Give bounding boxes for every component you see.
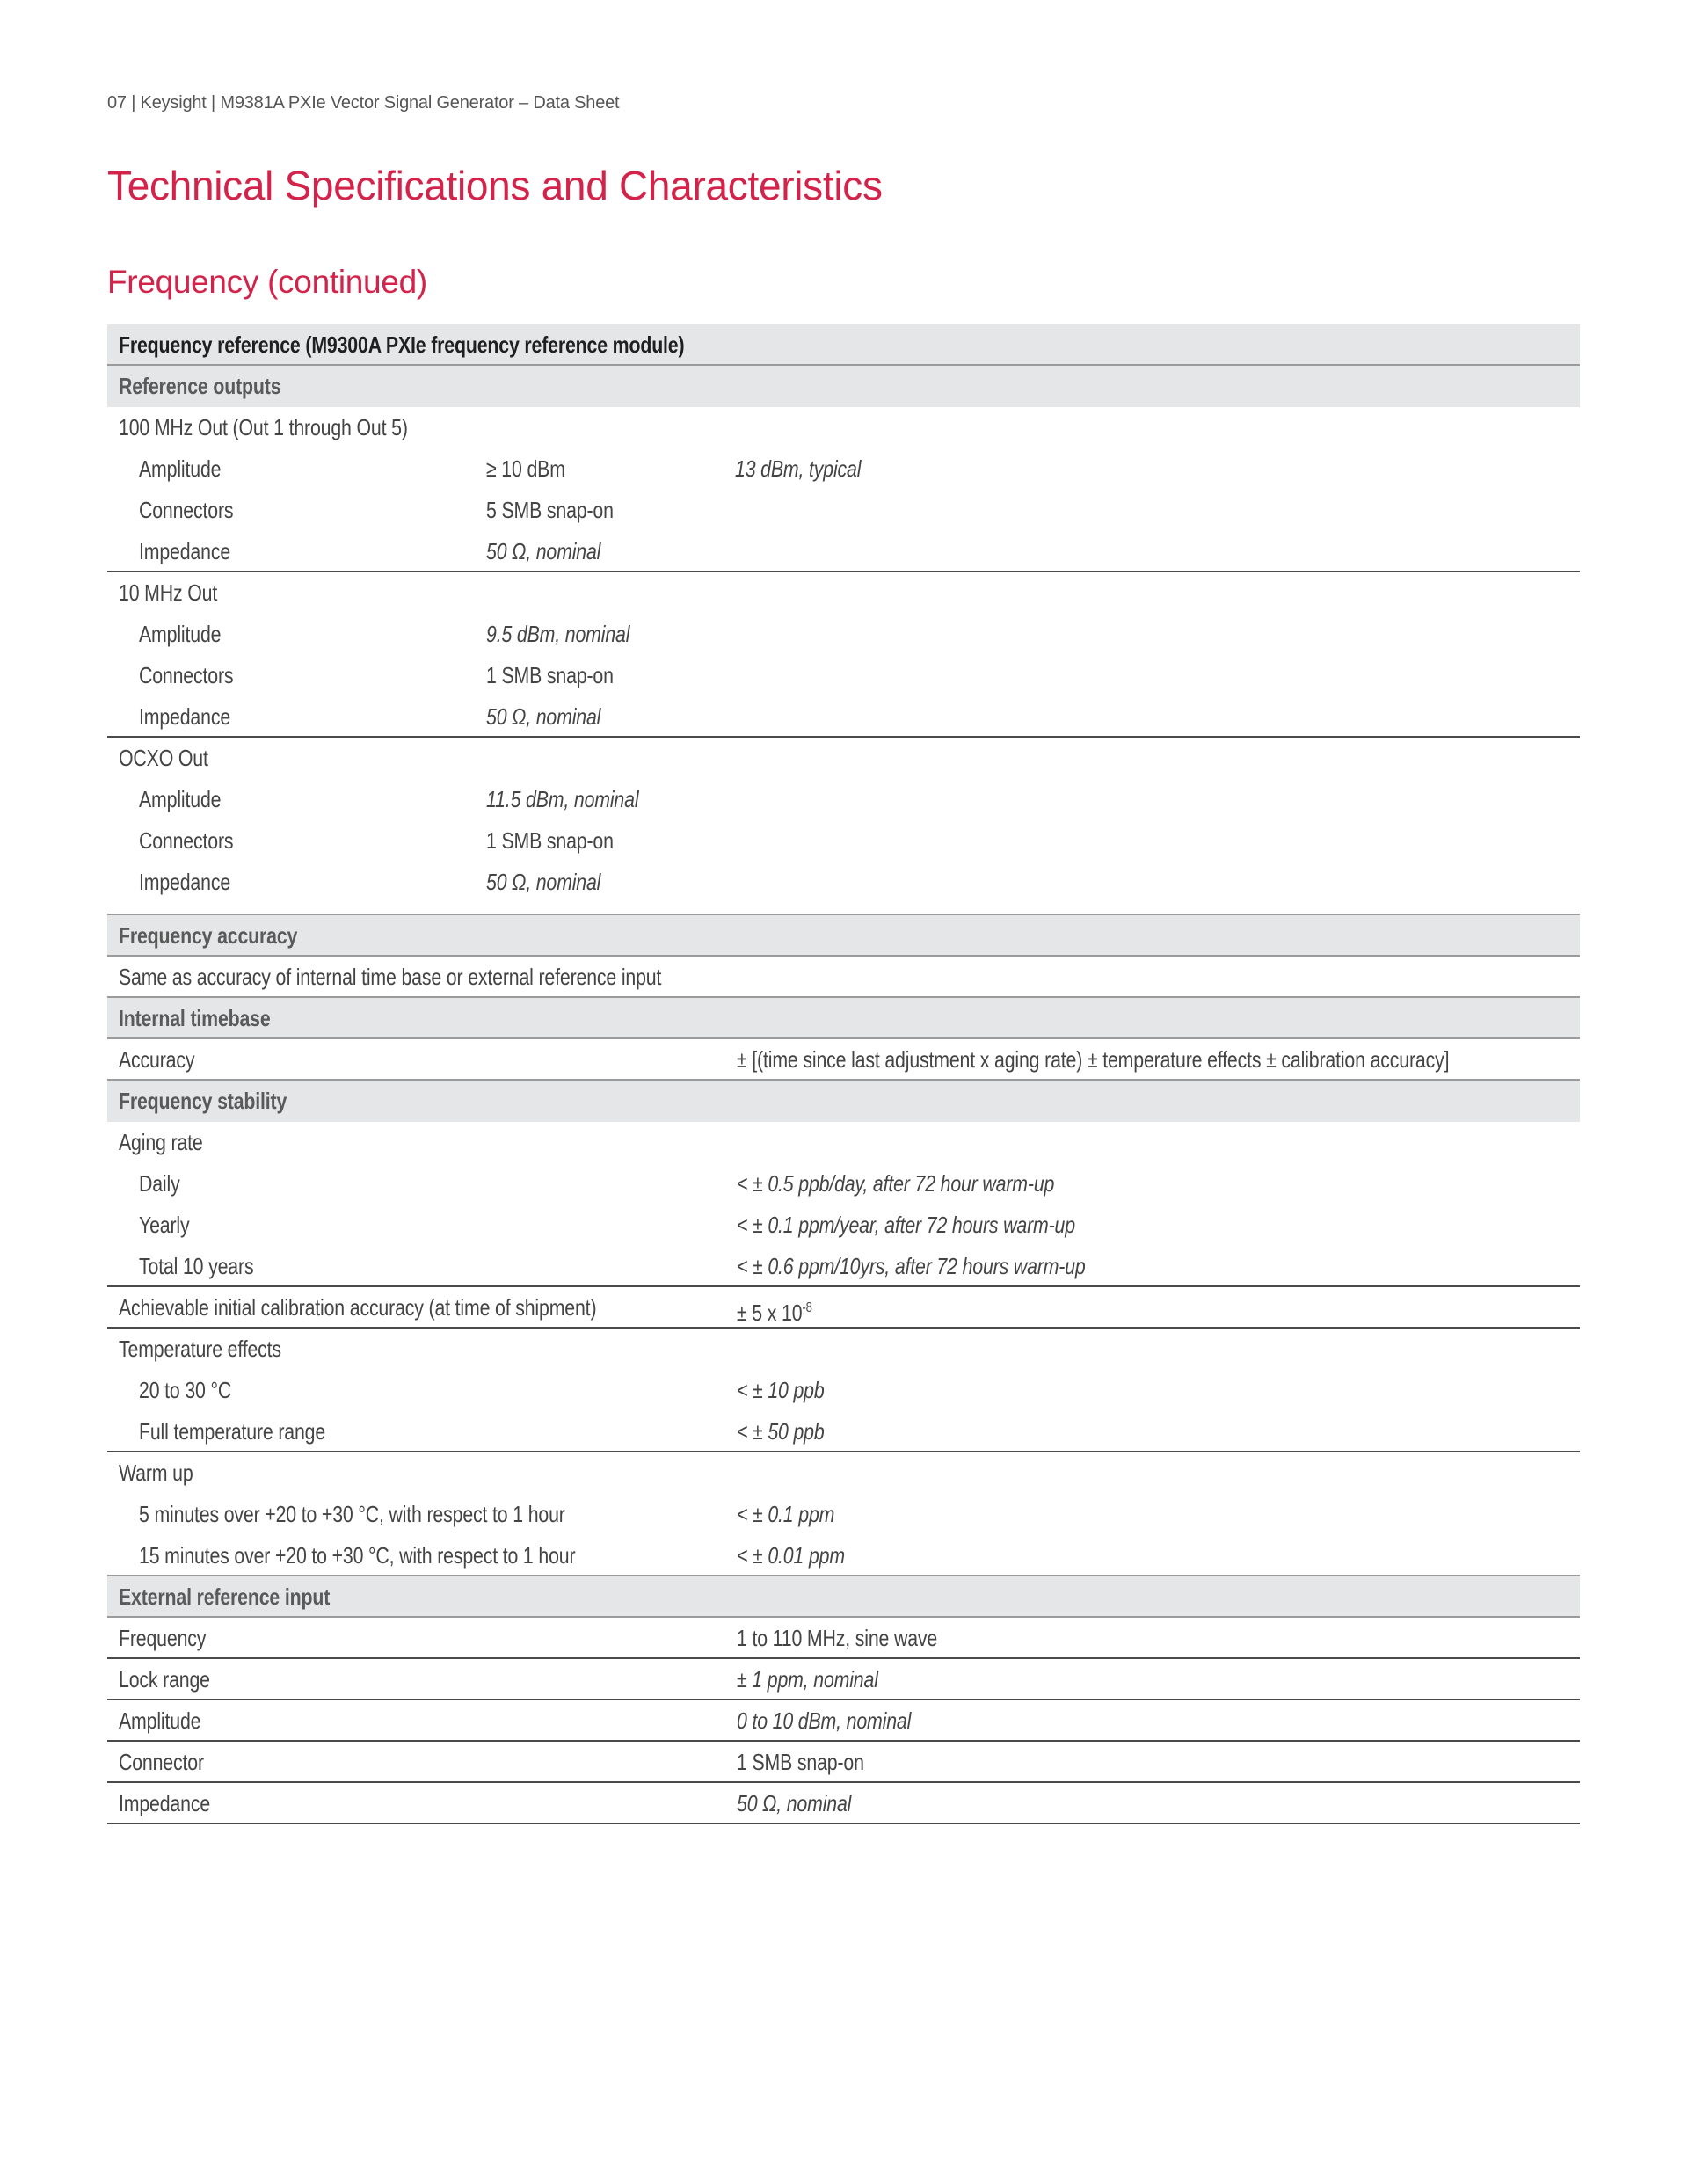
spec-value: 5 SMB snap-on (486, 497, 614, 523)
table-row (107, 1452, 1580, 1494)
nominal-value: 50 Ω, nominal (486, 869, 601, 895)
section-heading: Frequency stability (119, 1088, 287, 1114)
row-label: Daily (139, 1170, 180, 1197)
spec-value: < ± 0.1 ppm (737, 1501, 835, 1527)
row-label: 5 minutes over +20 to +30 °C, with respect to 1 hour (139, 1501, 565, 1527)
row-label: Amplitude (139, 786, 222, 812)
spec-value: < ± 0.01 ppm (737, 1542, 845, 1569)
row-text: Same as accuracy of internal time base or external reference input (119, 964, 662, 990)
table-title: Frequency reference (M9300A PXIe frequency reference module) (119, 331, 685, 358)
value-base: ± 5 x 10 (737, 1299, 803, 1326)
spec-value: 1 SMB snap-on (737, 1749, 864, 1775)
table-row (107, 1246, 1580, 1287)
group-label: Warm up (119, 1460, 193, 1486)
value-exponent: -8 (802, 1300, 812, 1315)
table-row (107, 1370, 1580, 1411)
row-label: 20 to 30 °C (139, 1377, 232, 1403)
row-label: Achievable initial calibration accuracy (at time of shipment) (119, 1294, 597, 1321)
nominal-value: ± 1 ppm, nominal (737, 1666, 878, 1693)
table-row (107, 572, 1580, 614)
page-title: Technical Specifications and Characteristics (107, 163, 883, 208)
spec-value: 1 SMB snap-on (486, 827, 614, 854)
spec-value: < ± 0.1 ppm/year, after 72 hours warm-up (737, 1212, 1075, 1238)
typical-value: 13 dBm, typical (735, 455, 862, 482)
spec-value: < ± 50 ppb (737, 1418, 825, 1445)
table-row (107, 1287, 1580, 1329)
row-label: Connector (119, 1749, 204, 1775)
section-header-external-reference (107, 1576, 1580, 1618)
nominal-value: 50 Ω, nominal (486, 538, 601, 564)
spec-value (737, 1287, 812, 1334)
table-row (107, 490, 1580, 531)
section-heading: Reference outputs (119, 373, 281, 399)
row-label: Amplitude (139, 621, 222, 647)
table-row (107, 820, 1580, 862)
row-label: Full temperature range (139, 1418, 326, 1445)
table-row (107, 1783, 1580, 1824)
spec-value: < ± 10 ppb (737, 1377, 825, 1403)
section-header-internal-timebase (107, 998, 1580, 1039)
spec-value: < ± 0.5 ppb/day, after 72 hour warm-up (737, 1170, 1055, 1197)
table-row (107, 957, 1580, 998)
table-row (107, 862, 1580, 903)
table-row (107, 1535, 1580, 1576)
table-row (107, 1039, 1580, 1081)
group-label: Temperature effects (119, 1336, 281, 1362)
row-label: Connectors (139, 662, 234, 688)
group-label: 10 MHz Out (119, 579, 218, 606)
table-row (107, 1742, 1580, 1783)
table-row (107, 1700, 1580, 1742)
section-heading: Internal timebase (119, 1005, 271, 1031)
nominal-value: 11.5 dBm, nominal (486, 786, 639, 812)
table-row (107, 1205, 1580, 1246)
spec-value: 1 SMB snap-on (486, 662, 614, 688)
spec-value: ≥ 10 dBm (486, 455, 565, 482)
nominal-value: 0 to 10 dBm, nominal (737, 1707, 912, 1734)
spec-table (107, 324, 1580, 1824)
running-header: 07 | Keysight | M9381A PXIe Vector Signal Generator – Data Sheet (107, 93, 620, 113)
spec-value: 1 to 110 MHz, sine wave (737, 1625, 938, 1651)
table-title-row (107, 324, 1580, 366)
group-label: Aging rate (119, 1129, 203, 1155)
table-row (107, 1329, 1580, 1370)
row-label: Total 10 years (139, 1253, 254, 1279)
section-header-reference-outputs (107, 366, 1580, 407)
row-label: Yearly (139, 1212, 190, 1238)
section-heading: Frequency accuracy (119, 922, 298, 949)
row-label: Impedance (139, 869, 231, 895)
group-label: 100 MHz Out (Out 1 through Out 5) (119, 414, 408, 440)
row-label: 15 minutes over +20 to +30 °C, with respect to 1 hour (139, 1542, 576, 1569)
spec-value: ± [(time since last adjustment x aging rate) ± temperature effects ± calibration accuracy] (737, 1046, 1450, 1073)
table-row (107, 1163, 1580, 1205)
nominal-value: 50 Ω, nominal (737, 1790, 852, 1816)
table-row (107, 696, 1580, 738)
row-label: Amplitude (139, 455, 222, 482)
table-row (107, 1494, 1580, 1535)
table-row (107, 655, 1580, 696)
table-row (107, 614, 1580, 655)
spacer (107, 903, 1580, 915)
group-label: OCXO Out (119, 745, 208, 771)
table-row (107, 531, 1580, 572)
row-label: Impedance (119, 1790, 211, 1816)
table-row (107, 738, 1580, 779)
row-label: Impedance (139, 538, 231, 564)
table-row (107, 1122, 1580, 1163)
row-label: Frequency (119, 1625, 207, 1651)
section-header-frequency-stability (107, 1081, 1580, 1122)
row-label: Connectors (139, 827, 234, 854)
row-label: Impedance (139, 703, 231, 730)
row-label: Lock range (119, 1666, 210, 1693)
nominal-value: 9.5 dBm, nominal (486, 621, 630, 647)
section-heading: External reference input (119, 1583, 331, 1610)
table-row (107, 1411, 1580, 1452)
table-row (107, 779, 1580, 820)
row-label: Connectors (139, 497, 234, 523)
row-label: Amplitude (119, 1707, 201, 1734)
table-row (107, 448, 1580, 490)
table-row (107, 1659, 1580, 1700)
section-header-frequency-accuracy (107, 915, 1580, 957)
spec-value: < ± 0.6 ppm/10yrs, after 72 hours warm-up (737, 1253, 1086, 1279)
row-label: Accuracy (119, 1046, 195, 1073)
nominal-value: 50 Ω, nominal (486, 703, 601, 730)
table-row (107, 1618, 1580, 1659)
section-title: Frequency (continued) (107, 264, 427, 300)
table-row (107, 407, 1580, 448)
